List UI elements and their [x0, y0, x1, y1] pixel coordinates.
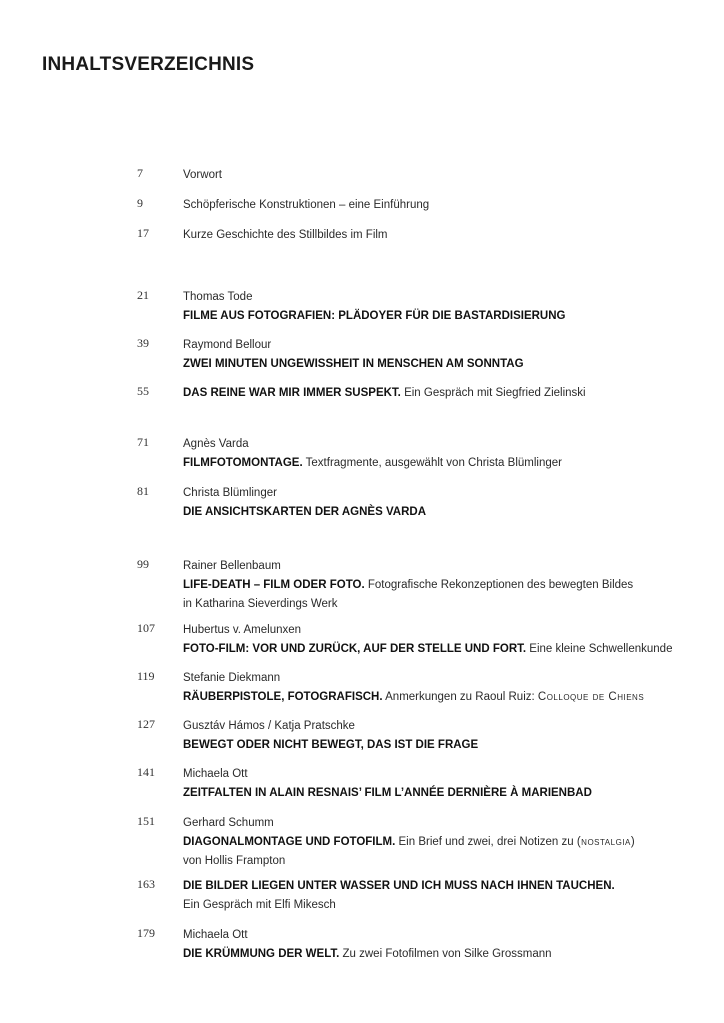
page-number: 39 — [137, 336, 149, 350]
page-number: 141 — [137, 765, 155, 779]
entry-author: Stefanie Diekmann — [183, 672, 281, 684]
entry-text — [183, 196, 713, 215]
entry-title: Vorwort — [183, 169, 222, 181]
entry-author: Gusztáv Hámos / Katja Pratschke — [183, 720, 355, 732]
entry-title-bold: DIE BILDER LIEGEN UNTER WASSER UND ICH MUSS NACH IHNEN TAUCHEN. — [183, 880, 615, 892]
entry-text — [183, 926, 713, 964]
entry-subtitle: Fotografische Rekonzeptionen des bewegten Bildes — [364, 579, 634, 591]
page-number: 99 — [137, 557, 149, 571]
entry-subtitle: Ein Gespräch mit Siegfried Zielinski — [400, 387, 586, 399]
entry-title — [183, 384, 713, 403]
entry-continuation: in Katharina Sieverdings Werk — [183, 598, 338, 610]
entry-title — [183, 784, 713, 803]
entry-continuation: von Hollis Frampton — [183, 855, 286, 867]
entry-film-title: (nostalgia) — [576, 836, 636, 848]
entry-title — [183, 454, 713, 473]
entry-text — [183, 484, 713, 522]
entry-text — [183, 384, 713, 403]
page-number: 17 — [137, 226, 149, 240]
page-title: INHALTSVERZEICHNIS — [42, 54, 255, 75]
entry-title-bold: RÄUBERPISTOLE, FOTOGRAFISCH. — [183, 691, 383, 703]
entry-title-bold: DAS REINE WAR MIR IMMER SUSPEKT. — [183, 387, 401, 399]
entry-subtitle: Zu zwei Fotofilmen von Silke Grossmann — [339, 948, 552, 960]
entry-text — [183, 336, 713, 374]
entry-author: Michaela Ott — [183, 929, 248, 941]
page-number: 9 — [137, 196, 143, 210]
entry-title — [183, 945, 713, 964]
page-number: 71 — [137, 435, 149, 449]
entry-title — [183, 833, 713, 852]
entry-title-bold: ZEITFALTEN IN ALAIN RESNAIS’ FILM L’ANNÉE DERNIÈRE À MARIENBAD — [183, 787, 592, 799]
entry-title — [183, 355, 713, 374]
page-number: 55 — [137, 384, 149, 398]
entry-title-bold: FILMFOTOMONTAGE. — [183, 457, 303, 469]
entry-subtitle: Ein Brief und zwei, drei Notizen zu — [395, 836, 577, 848]
entry-text — [183, 717, 713, 755]
page-number: 119 — [137, 669, 155, 683]
entry-author: Thomas Tode — [183, 291, 253, 303]
entry-title: Kurze Geschichte des Stillbildes im Film — [183, 229, 388, 241]
entry-title — [183, 640, 713, 659]
entry-title-bold: DIE ANSICHTSKARTEN DER AGNÈS VARDA — [183, 506, 427, 518]
entry-film-title: Colloque de Chiens — [537, 691, 645, 703]
entry-title — [183, 688, 713, 707]
page-number: 127 — [137, 717, 155, 731]
page-number: 179 — [137, 926, 155, 940]
entry-title — [183, 307, 713, 326]
page-number: 107 — [137, 621, 155, 635]
entry-title: Schöpferische Konstruktionen – eine Einführung — [183, 199, 430, 211]
entry-text — [183, 877, 713, 915]
page-number: 151 — [137, 814, 155, 828]
entry-author: Christa Blümlinger — [183, 487, 277, 499]
entry-text — [183, 166, 713, 185]
entry-title-bold: FILME AUS FOTOGRAFIEN: PLÄDOYER FÜR DIE BASTARDISIERUNG — [183, 310, 566, 322]
entry-title — [183, 576, 713, 595]
entry-title-bold: DIE KRÜMMUNG DER WELT. — [183, 948, 340, 960]
entry-title-bold: DIAGONALMONTAGE UND FOTOFILM. — [183, 836, 396, 848]
entry-author: Agnès Varda — [183, 438, 249, 450]
entry-title-bold: ZWEI MINUTEN UNGEWISSHEIT IN MENSCHEN AM SONNTAG — [183, 358, 524, 370]
entry-title — [183, 503, 713, 522]
entry-title-bold: BEWEGT ODER NICHT BEWEGT, DAS IST DIE FRAGE — [183, 739, 479, 751]
entry-text — [183, 557, 713, 614]
entry-title — [183, 877, 713, 896]
entry-author: Michaela Ott — [183, 768, 248, 780]
entry-text — [183, 669, 713, 707]
entry-text — [183, 226, 713, 245]
page-number: 163 — [137, 877, 155, 891]
entry-subtitle: Eine kleine Schwellenkunde — [526, 643, 673, 655]
page-number: 7 — [137, 166, 143, 180]
entry-subtitle: Textfragmente, ausgewählt von Christa Blümlinger — [302, 457, 562, 469]
entry-author: Rainer Bellenbaum — [183, 560, 281, 572]
entry-text — [183, 621, 713, 659]
entry-text — [183, 435, 713, 473]
entry-text — [183, 765, 713, 803]
entry-title-bold: LIFE-DEATH – FILM ODER FOTO. — [183, 579, 365, 591]
page-number: 81 — [137, 484, 149, 498]
entry-text — [183, 814, 713, 871]
entry-author: Hubertus v. Amelunxen — [183, 624, 302, 636]
entry-subtitle: Anmerkungen zu Raoul Ruiz: — [382, 691, 538, 703]
entry-title — [183, 736, 713, 755]
page-number: 21 — [137, 288, 149, 302]
entry-author: Gerhard Schumm — [183, 817, 274, 829]
entry-author: Raymond Bellour — [183, 339, 272, 351]
entry-text — [183, 288, 713, 326]
entry-continuation: Ein Gespräch mit Elfi Mikesch — [183, 899, 336, 911]
entry-title-bold: FOTO-FILM: VOR UND ZURÜCK, AUF DER STELLE UND FORT. — [183, 643, 527, 655]
